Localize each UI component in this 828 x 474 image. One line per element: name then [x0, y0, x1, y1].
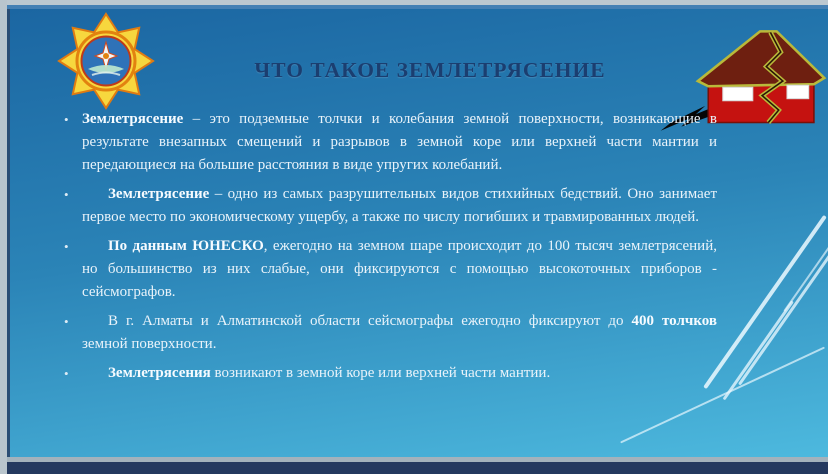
bullet-text-bold: По данным ЮНЕСКО	[108, 238, 264, 254]
bullet-text: – это подземные толчки и колебания земной поверхности, возникающие в результате внезапных смещений и разрывов в земной коре или верхней части мантии и передающиеся на большие расстояния в виде упругих колебаний.	[82, 111, 717, 173]
streak-icon	[783, 188, 828, 312]
bullet-text: В г. Алматы и Алматинской области сейсмографы ежегодно фиксируют до	[108, 313, 632, 329]
frame-left-gray	[0, 0, 7, 474]
bullet-text: , ежегодно на земном шаре происходит до 100 тысяч землетрясений, но большинство из них слабые, они фиксируются с помощью высокоточных приборов - сейсмографов.	[82, 238, 717, 300]
bullet-text-bold: Землетрясение	[108, 186, 210, 202]
frame-bottom-navy-bar	[7, 462, 828, 474]
streak-icon	[703, 215, 827, 389]
slide-canvas	[10, 9, 828, 457]
frame-left-navy-line	[7, 9, 10, 458]
slide-title: ЧТО ТАКОЕ ЗЕМЛЕТРЯСЕНИЕ	[254, 58, 606, 82]
bullet-marker-icon: •	[64, 366, 69, 381]
bullet-item	[62, 235, 717, 304]
bullet-marker-icon: •	[64, 239, 69, 254]
bullet-item	[62, 183, 717, 229]
bullet-text: возникают в земной коре или верхней части мантии.	[210, 365, 551, 381]
bullet-marker-icon: •	[64, 187, 69, 202]
bullet-item	[62, 310, 717, 356]
bullet-item	[62, 108, 717, 177]
bullet-marker-icon: •	[64, 314, 69, 329]
bullet-marker-icon: •	[64, 112, 69, 127]
bullet-text-bold: Землетрясение	[82, 111, 184, 127]
bullet-text: земной поверхности.	[82, 336, 217, 352]
bullet-list	[62, 108, 717, 391]
bullet-text-bold: Землетрясения	[108, 365, 211, 381]
bullet-text: – одно из самых разрушительных видов стихийных бедствий. Оно занимает первое место по экономическому ущербу, а также по числу погибших и травмированных людей.	[82, 186, 717, 225]
bullet-text-bold: 400 толчков	[631, 313, 717, 329]
bullet-item	[62, 362, 717, 385]
